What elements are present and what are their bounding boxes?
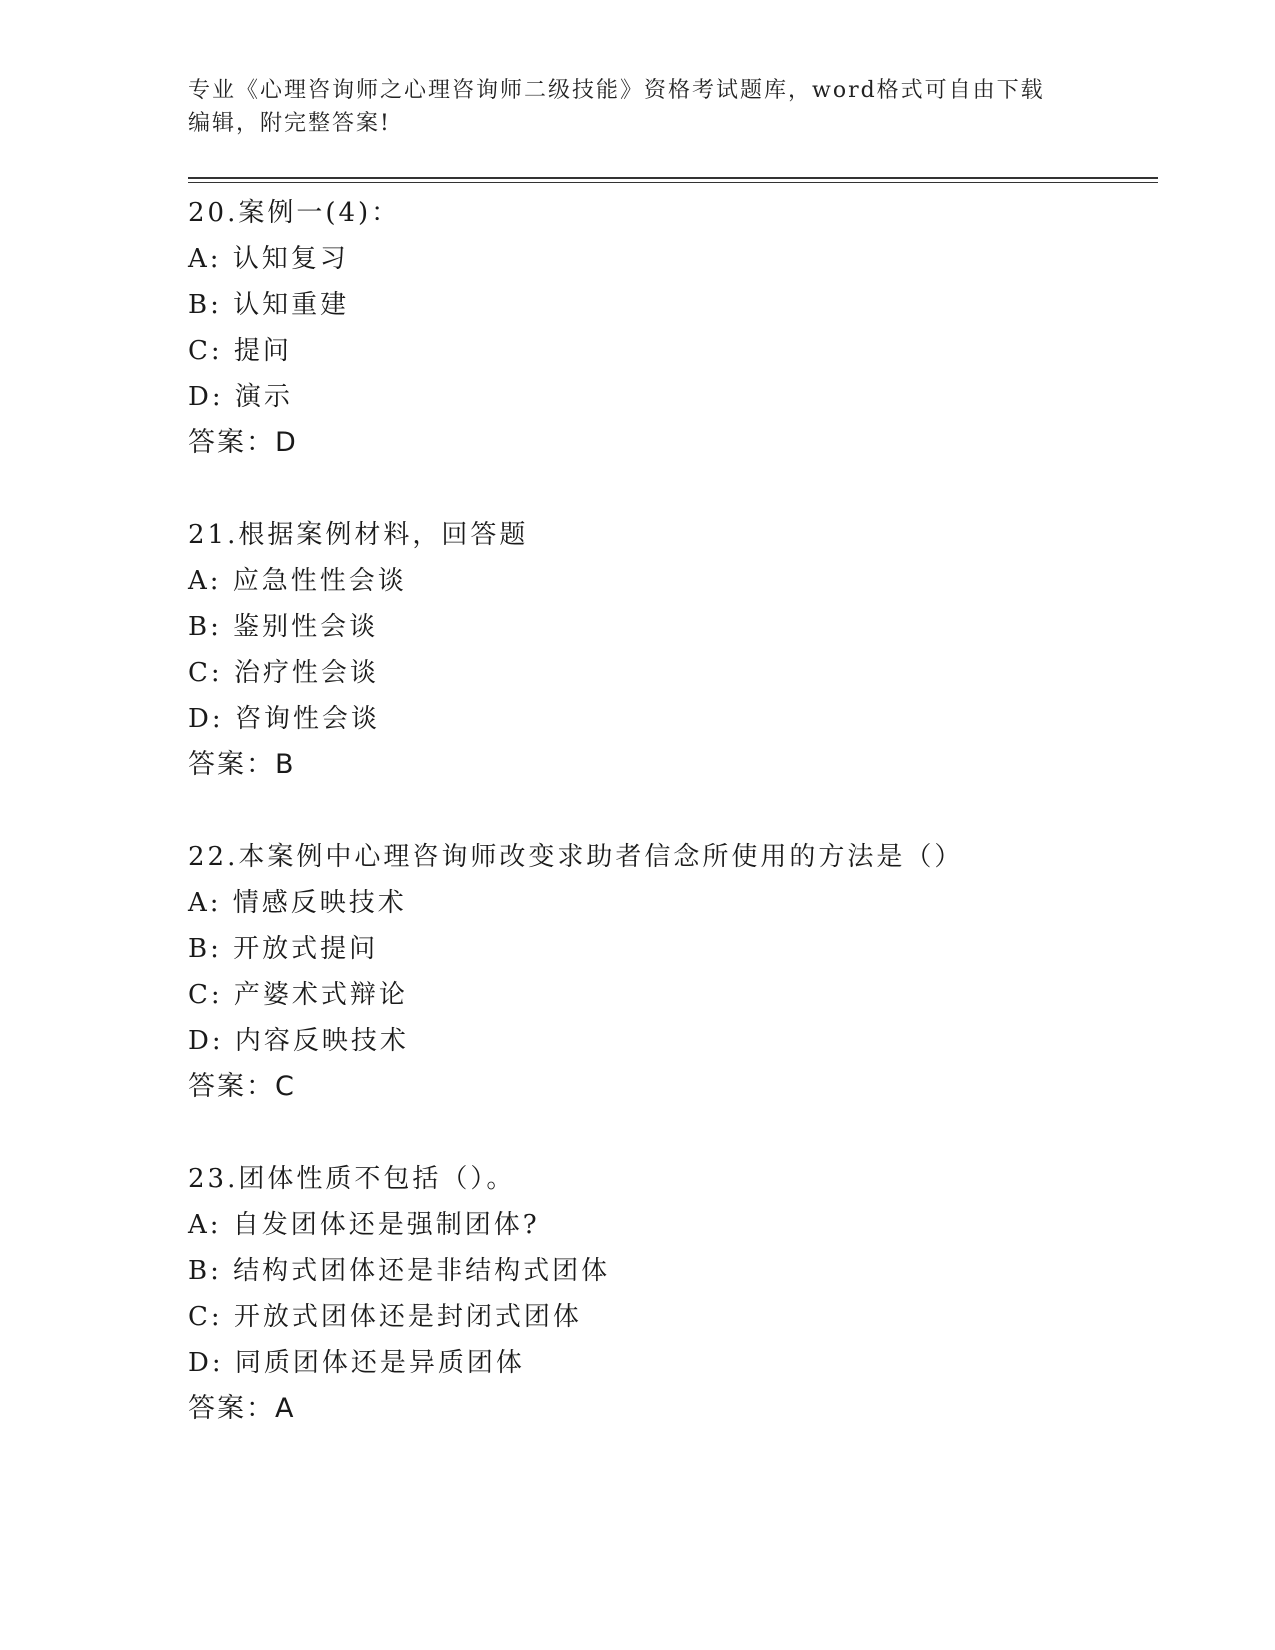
question-22 [188, 834, 1188, 1110]
option-a: A: 情感反映技术 [188, 888, 407, 918]
question-stem: 20.案例一(4)： [188, 198, 401, 228]
option-a: A: 自发团体还是强制团体? [188, 1210, 540, 1240]
question-23 [188, 1156, 1188, 1432]
header-line-2: 编辑，附完整答案! [188, 111, 391, 136]
option-d: D: 咨询性会谈 [188, 704, 380, 734]
question-20 [188, 190, 1188, 466]
answer-line: 答案：A [188, 1393, 296, 1424]
header-line-1: 专业《心理咨询师之心理咨询师二级技能》资格考试题库，word格式可自由下载 [188, 78, 1045, 103]
question-21 [188, 512, 1188, 788]
question-stem: 21.根据案例材料，回答题 [188, 520, 529, 550]
question-stem: 22.本案例中心理咨询师改变求助者信念所使用的方法是（） [188, 842, 964, 872]
option-d: D: 同质团体还是异质团体 [188, 1348, 525, 1378]
answer-line: 答案：B [188, 749, 296, 780]
document-header [188, 74, 1088, 140]
option-d: D: 内容反映技术 [188, 1026, 409, 1056]
header-divider-thin [188, 182, 1158, 183]
option-c: C: 产婆术式辩论 [188, 980, 408, 1010]
answer-line: 答案：C [188, 1071, 296, 1102]
question-list [188, 190, 1188, 1478]
option-b: B: 认知重建 [188, 290, 350, 320]
option-c: C: 治疗性会谈 [188, 658, 379, 688]
option-b: B: 鉴别性会谈 [188, 612, 379, 642]
option-a: A: 认知复习 [188, 244, 349, 274]
header-divider-thick [188, 177, 1158, 179]
question-stem: 23.团体性质不包括（）。 [188, 1164, 516, 1194]
option-c: C: 提问 [188, 336, 292, 366]
option-b: B: 结构式团体还是非结构式团体 [188, 1256, 611, 1286]
option-c: C: 开放式团体还是封闭式团体 [188, 1302, 582, 1332]
option-d: D: 演示 [188, 382, 293, 412]
option-a: A: 应急性性会谈 [188, 566, 407, 596]
answer-line: 答案：D [188, 427, 298, 458]
option-b: B: 开放式提问 [188, 934, 379, 964]
